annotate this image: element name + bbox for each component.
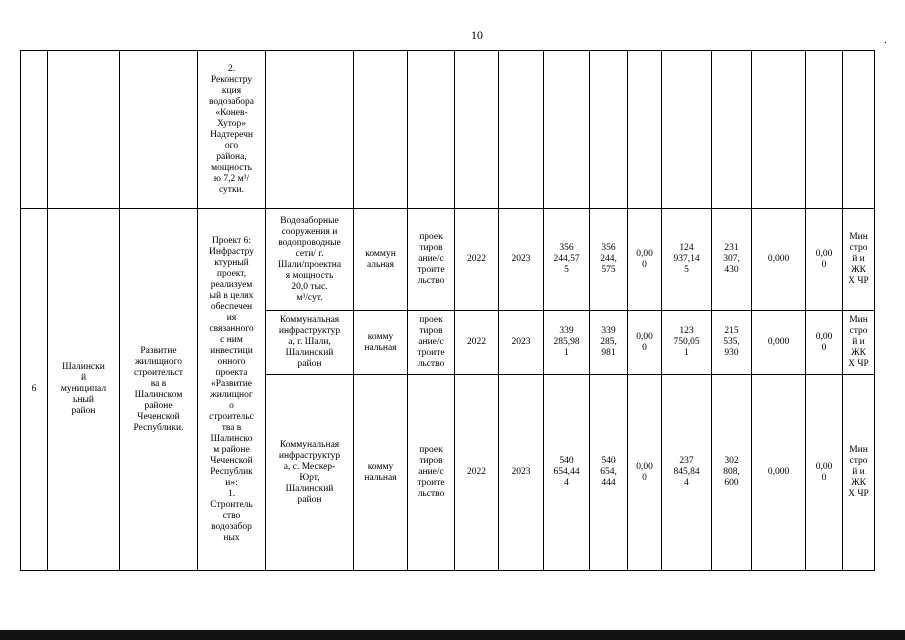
cell-year-start bbox=[455, 51, 499, 209]
amount-5: 231 307, 430 bbox=[712, 209, 752, 311]
cell-municipality bbox=[48, 51, 120, 209]
municipality-name: Шалински й муниципал ьный район bbox=[48, 209, 120, 571]
year-start: 2022 bbox=[455, 209, 499, 311]
goal-text: Развитие жилищного строительст ва в Шалинском районе Чеченской Республики. bbox=[120, 209, 198, 571]
amount-2: 356 244, 575 bbox=[590, 209, 628, 311]
cell-year-end bbox=[499, 51, 544, 209]
total-amount: 540 654,44 4 bbox=[544, 375, 590, 571]
year-end: 2023 bbox=[499, 209, 544, 311]
page-number: 10 bbox=[471, 28, 483, 42]
investment-projects-table bbox=[20, 50, 875, 571]
cell-object bbox=[266, 51, 354, 209]
object-name: Водозаборные сооружения и водопроводные сети/ г. Шали/проектна я мощность 20,0 тыс. м³/сут. bbox=[266, 209, 354, 311]
cell-num bbox=[21, 51, 48, 209]
cell-sector bbox=[354, 51, 408, 209]
amount-4: 237 845,84 4 bbox=[662, 375, 712, 571]
cell-amount2 bbox=[590, 51, 628, 209]
object-name: Коммунальная инфраструктур а, г. Шали, Шалинский район bbox=[266, 311, 354, 375]
cell-amount6 bbox=[752, 51, 806, 209]
corner-mark: . bbox=[884, 34, 887, 46]
amount-6: 0,000 bbox=[752, 375, 806, 571]
responsible: Мин стро й и ЖК Х ЧР bbox=[843, 375, 875, 571]
amount-5: 215 535, 930 bbox=[712, 311, 752, 375]
amount-7: 0,00 0 bbox=[806, 375, 843, 571]
stage: проек тиров ание/с троите льство bbox=[408, 209, 455, 311]
sector: комму нальная bbox=[354, 311, 408, 375]
amount-7: 0,00 0 bbox=[806, 209, 843, 311]
stage: проек тиров ание/с троите льство bbox=[408, 311, 455, 375]
project-description: Проект 6: Инфрастру ктурный проект, реализуем ый в целях обеспечен ия связанного с ним инвестици онного проекта «Развитие жилищног о строительс тва в Шалинско м районе Чеченской Республик и»: 1. Строитель ство водозабор ных bbox=[198, 209, 266, 571]
amount-6: 0,000 bbox=[752, 311, 806, 375]
amount-4: 124 937,14 5 bbox=[662, 209, 712, 311]
cell-stage bbox=[408, 51, 455, 209]
object-name: Коммунальная инфраструктур а, с. Мескер- Юрт, Шалинский район bbox=[266, 375, 354, 571]
project-text: 2. Реконстру кция водозабора «Конев- Хутор» Надтеречн ого района, мощность ю 7,2 м³/ сутки. bbox=[209, 63, 254, 195]
amount-6: 0,000 bbox=[752, 209, 806, 311]
year-end: 2023 bbox=[499, 375, 544, 571]
amount-5: 302 808, 600 bbox=[712, 375, 752, 571]
cell-goal bbox=[120, 51, 198, 209]
amount-3: 0,00 0 bbox=[628, 375, 662, 571]
total-amount: 339 285,98 1 bbox=[544, 311, 590, 375]
amount-4: 123 750,05 1 bbox=[662, 311, 712, 375]
responsible: Мин стро й и ЖК Х ЧР bbox=[843, 209, 875, 311]
year-start: 2022 bbox=[455, 311, 499, 375]
stage: проек тиров ание/с троите льство bbox=[408, 375, 455, 571]
cell-amount7 bbox=[806, 51, 843, 209]
table-row bbox=[21, 209, 875, 311]
amount-3: 0,00 0 bbox=[628, 209, 662, 311]
year-end: 2023 bbox=[499, 311, 544, 375]
cell-responsible bbox=[843, 51, 875, 209]
cell-amount5 bbox=[712, 51, 752, 209]
sector: коммун альная bbox=[354, 209, 408, 311]
cell-project bbox=[198, 51, 266, 209]
responsible: Мин стро й и ЖК Х ЧР bbox=[843, 311, 875, 375]
cell-amount4 bbox=[662, 51, 712, 209]
amount-2: 540 654, 444 bbox=[590, 375, 628, 571]
cell-amount3 bbox=[628, 51, 662, 209]
year-start: 2022 bbox=[455, 375, 499, 571]
amount-7: 0,00 0 bbox=[806, 311, 843, 375]
amount-2: 339 285, 981 bbox=[590, 311, 628, 375]
sector: комму нальная bbox=[354, 375, 408, 571]
continuation-row bbox=[21, 51, 875, 209]
total-amount: 356 244,57 5 bbox=[544, 209, 590, 311]
scan-edge-bar bbox=[0, 630, 905, 640]
cell-total bbox=[544, 51, 590, 209]
amount-3: 0,00 0 bbox=[628, 311, 662, 375]
group-number: 6 bbox=[21, 209, 48, 571]
